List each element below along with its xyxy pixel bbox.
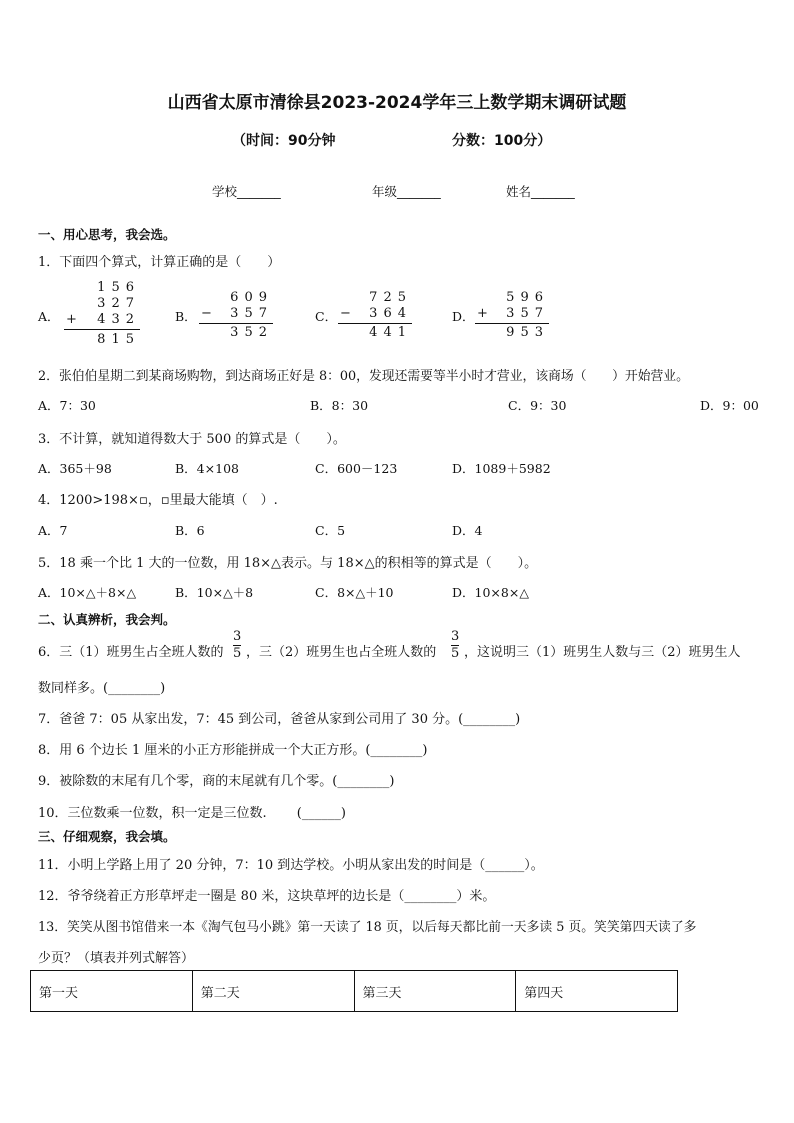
q1a-row3: 432	[97, 312, 140, 327]
q6-fraction-1	[233, 630, 241, 661]
question-6-line2[interactable]: 数同样多。(________)	[38, 681, 166, 696]
q1a-rule	[64, 329, 140, 330]
question-6-part1: 6．三（1）班男生占全班人数的	[38, 645, 224, 660]
q1a-row2: 327	[97, 296, 140, 311]
q3-option-d[interactable]: D．1089＋5982	[452, 461, 551, 476]
q6-frac2-numerator: 3	[451, 629, 460, 644]
section-choice-heading: 一、用心思考，我会选。	[38, 227, 176, 242]
q1-option-b-calc	[195, 290, 273, 346]
q1d-operator: +	[477, 306, 488, 321]
question-10[interactable]: 10．三位数乘一位数，积一定是三位数. (______)	[38, 806, 346, 821]
q13-table	[30, 970, 678, 1012]
school-field[interactable]: 学校_______	[212, 184, 281, 199]
q1-option-d-label[interactable]: D．	[452, 309, 475, 324]
question-7[interactable]: 7．爸爸 7：05 从家出发，7：45 到公司，爸爸从家到公司用了 30 分。(________)	[38, 712, 521, 727]
q1a-operator: +	[66, 312, 77, 327]
q1a-row1: 156	[97, 280, 140, 295]
q1-option-a-calc	[58, 280, 140, 350]
name-field[interactable]: 姓名_______	[506, 184, 575, 199]
grade-field[interactable]: 年级_______	[372, 184, 441, 199]
q2-option-b[interactable]: B．8：30	[310, 398, 369, 413]
question-13-line1: 13．笑笑从图书馆借来一本《淘气包马小跳》第一天读了 18 页，以后每天都比前一天多读 5 页。笑笑第四天读了多	[38, 920, 697, 935]
q5-option-d[interactable]: D．10×8×△	[452, 585, 529, 600]
q1c-row1: 725	[369, 290, 412, 305]
q1-option-c-calc	[336, 290, 412, 346]
q1b-result: 352	[230, 325, 273, 340]
q4-option-a[interactable]: A．7	[38, 523, 68, 538]
q1b-operator: −	[201, 306, 212, 321]
q1c-operator: −	[340, 306, 351, 321]
q4-option-d[interactable]: D．4	[452, 523, 483, 538]
section-judge-heading: 二、认真辨析，我会判。	[38, 612, 176, 627]
q2-option-c[interactable]: C．9：30	[508, 398, 567, 413]
question-8[interactable]: 8．用 6 个边长 1 厘米的小正方形能拼成一个大正方形。(________)	[38, 743, 428, 758]
q5-option-b[interactable]: B．10×△＋8	[175, 585, 254, 600]
question-2-stem: 2．张伯伯星期二到某商场购物，到达商场正好是 8：00，发现还需要等半小时才营业，该商场（ ）开始营业。	[38, 369, 689, 384]
q1d-row1: 596	[506, 290, 549, 305]
q1b-row1: 609	[230, 290, 273, 305]
table-row	[31, 971, 678, 1012]
question-3-stem: 3．不计算，就知道得数大于 500 的算式是（ ）。	[38, 432, 346, 447]
section-fill-heading: 三、仔细观察，我会填。	[38, 829, 176, 844]
q1d-row2: 357	[506, 306, 549, 321]
question-6-part3: ，这说明三（1）班男生人数与三（2）班男生人	[464, 645, 741, 660]
q1d-result: 953	[506, 325, 549, 340]
q1c-row2: 364	[369, 306, 412, 321]
question-12[interactable]: 12．爷爷绕着正方形草坪走一圈是 80 米，这块草坪的边长是（________）米。	[38, 889, 496, 904]
q1b-rule	[199, 323, 273, 324]
question-13-line2: 少页？（填表并列式解答）	[38, 951, 195, 966]
q1c-result: 441	[369, 325, 412, 340]
q1d-rule	[475, 323, 549, 324]
question-5-stem: 5．18 乘一个比 1 大的一位数，用 18×△表示。与 18×△的积相等的算式是（ ）。	[38, 556, 538, 571]
exam-time: （时间：90分钟	[232, 133, 336, 149]
q5-option-c[interactable]: C．8×△＋10	[315, 585, 394, 600]
q3-option-b[interactable]: B．4×108	[175, 461, 239, 476]
q4-option-b[interactable]: B．6	[175, 523, 205, 538]
q2-option-d[interactable]: D．9：00	[700, 398, 759, 413]
q13-cell-day2[interactable]: 第二天	[192, 971, 354, 1012]
q3-option-a[interactable]: A．365＋98	[38, 461, 112, 476]
question-1-stem: 1．下面四个算式，计算正确的是（ ）	[38, 255, 281, 270]
q6-frac2-denominator: 5	[451, 646, 460, 661]
q1-option-c-label[interactable]: C．	[315, 309, 338, 324]
q13-cell-day3[interactable]: 第三天	[354, 971, 516, 1012]
page-title: 山西省太原市清徐县2023-2024学年三上数学期末调研试题	[167, 93, 627, 113]
question-9[interactable]: 9．被除数的末尾有几个零，商的末尾就有几个零。(________)	[38, 774, 395, 789]
q13-cell-day1[interactable]: 第一天	[31, 971, 193, 1012]
q6-frac1-numerator: 3	[233, 629, 242, 644]
question-4-stem: 4．1200>198×▫，▫里最大能填（ ）.	[38, 493, 278, 508]
q1b-row2: 357	[230, 306, 273, 321]
q1a-result: 815	[97, 332, 140, 347]
q13-cell-day4[interactable]: 第四天	[516, 971, 678, 1012]
exam-score: 分数：100分）	[452, 133, 552, 149]
q5-option-a[interactable]: A．10×△＋8×△	[38, 585, 137, 600]
q4-option-c[interactable]: C．5	[315, 523, 346, 538]
question-6-part2: ，三（2）班男生也占全班人数的	[246, 645, 437, 660]
q1-option-b-label[interactable]: B．	[175, 309, 197, 324]
q1-option-d-calc	[473, 290, 549, 346]
q6-fraction-2	[451, 630, 459, 661]
q3-option-c[interactable]: C．600－123	[315, 461, 398, 476]
q1c-rule	[338, 323, 412, 324]
q6-frac1-denominator: 5	[233, 646, 242, 661]
q1-option-a-label[interactable]: A．	[38, 309, 60, 324]
question-11[interactable]: 11．小明上学路上用了 20 分钟，7：10 到达学校。小明从家出发的时间是（______）。	[38, 858, 544, 873]
q2-option-a[interactable]: A．7：30	[38, 398, 96, 413]
